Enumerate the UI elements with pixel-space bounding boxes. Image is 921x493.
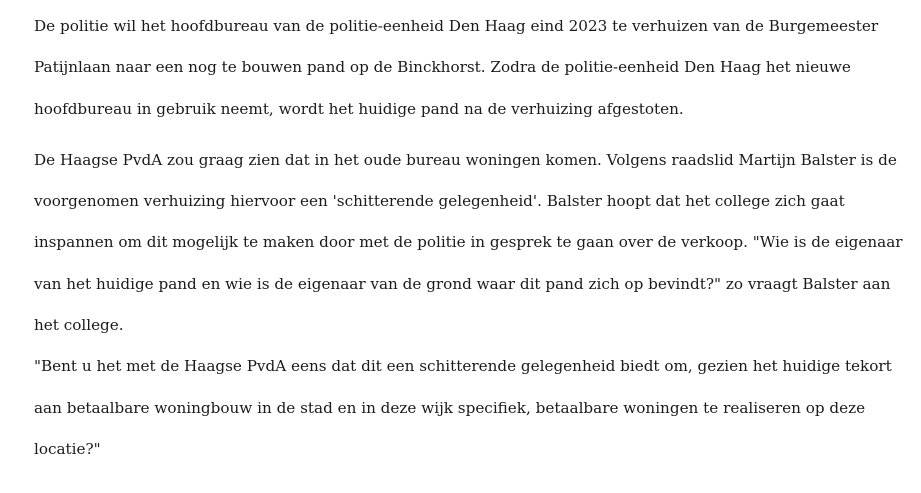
paragraph-relocation [34, 6, 911, 130]
text-line: De Haagse PvdA zou graag zien dat in het oude bureau woningen komen. Volgens raadslid Martijn Balster is de [34, 150, 897, 169]
paragraph-quote [34, 346, 911, 470]
text-line: voorgenomen verhuizing hiervoor een 'schitterende gelegenheid'. Balster hoopt dat het college zich gaat [34, 192, 845, 211]
text-line: inspannen om dit mogelijk te maken door met de politie in gesprek te gaan over de verkoop. "Wie is de eigenaar [34, 233, 903, 252]
text-line: hoofdbureau in gebruik neemt, wordt het huidige pand na de verhuizing afgestoten. [34, 99, 684, 118]
text-line: Patijnlaan naar een nog te bouwen pand op de Binckhorst. Zodra de politie-eenheid Den Haag het nieuwe [34, 58, 851, 77]
text-line: De politie wil het hoofdbureau van de politie-eenheid Den Haag eind 2023 te verhuizen van de Burgemeester [34, 17, 879, 35]
text-line: "Bent u het met de Haagse PvdA eens dat dit een schitterende gelegenheid biedt om, gezien het huidige tekort [34, 357, 892, 376]
text-line: aan betaalbare woningbouw in de stad en in deze wijk specifiek, betaalbare woningen te realiseren op deze [34, 398, 866, 417]
text-line: van het huidige pand en wie is de eigenaar van de grond waar dit pand zich op bevindt?" zo vraagt Balster aan [34, 274, 891, 293]
text-line: het college. [34, 316, 124, 335]
paragraph-pvda-proposal [34, 140, 911, 346]
text-line: locatie?" [34, 439, 101, 458]
